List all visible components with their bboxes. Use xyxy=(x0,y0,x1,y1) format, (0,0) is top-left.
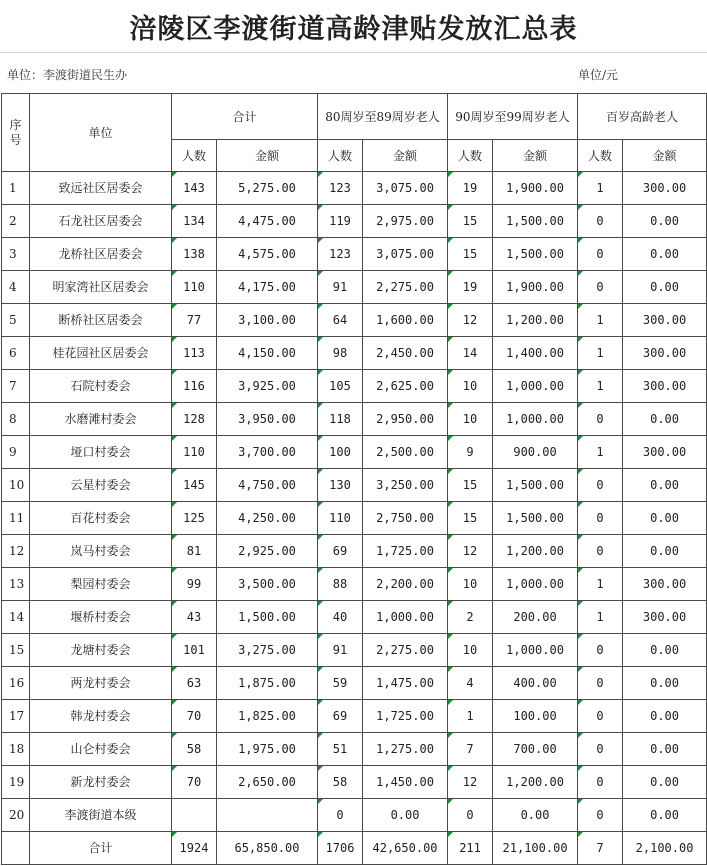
total-count-cell: 110 xyxy=(172,436,217,469)
count-90-cell: 7 xyxy=(448,733,493,766)
total-count-cell: 70 xyxy=(172,700,217,733)
header-80-89: 80周岁至89周岁老人 xyxy=(318,94,448,140)
unit-name-cell: 岚马村委会 xyxy=(30,535,172,568)
total-count-cell: 138 xyxy=(172,238,217,271)
seq-cell: 8 xyxy=(2,403,30,436)
amount-90-cell: 1,200.00 xyxy=(493,766,578,799)
count-80-cell: 123 xyxy=(318,238,363,271)
total-count-cell: 58 xyxy=(172,733,217,766)
table-row xyxy=(2,634,707,667)
seq-cell: 3 xyxy=(2,238,30,271)
seq-cell: 5 xyxy=(2,304,30,337)
header-100: 百岁高龄老人 xyxy=(578,94,707,140)
count-100-cell: 1 xyxy=(578,304,623,337)
unit-line xyxy=(0,53,707,93)
total-row xyxy=(2,832,707,865)
count-90-cell: 15 xyxy=(448,502,493,535)
total-amount-cell: 3,500.00 xyxy=(217,568,318,601)
amount-100-cell: 300.00 xyxy=(623,568,707,601)
table-row xyxy=(2,667,707,700)
unit-name-cell: 致远社区居委会 xyxy=(30,172,172,205)
total-amount-cell: 1,825.00 xyxy=(217,700,318,733)
amount-80-cell: 2,450.00 xyxy=(363,337,448,370)
total-amount-cell: 2,650.00 xyxy=(217,766,318,799)
header-amount: 金额 xyxy=(363,140,448,172)
count-80-cell: 51 xyxy=(318,733,363,766)
page-title: 涪陵区李渡街道高龄津贴发放汇总表 xyxy=(0,0,707,53)
seq-cell: 17 xyxy=(2,700,30,733)
total-count-cell xyxy=(172,799,217,832)
total-count-cell: 134 xyxy=(172,205,217,238)
count-80-cell: 91 xyxy=(318,271,363,304)
count-100-cell: 1 xyxy=(578,337,623,370)
amount-80-cell: 2,500.00 xyxy=(363,436,448,469)
amount-100-cell: 0.00 xyxy=(623,403,707,436)
count-90-cell: 10 xyxy=(448,634,493,667)
count-100-cell: 0 xyxy=(578,799,623,832)
seq-cell: 19 xyxy=(2,766,30,799)
total-count-cell: 77 xyxy=(172,304,217,337)
total-amount-cell: 3,700.00 xyxy=(217,436,318,469)
amount-90-cell: 400.00 xyxy=(493,667,578,700)
amount-80-cell: 2,275.00 xyxy=(363,634,448,667)
table-row xyxy=(2,271,707,304)
amount-90-cell: 0.00 xyxy=(493,799,578,832)
count-100-cell: 1 xyxy=(578,370,623,403)
count-100-cell: 0 xyxy=(578,403,623,436)
total-amount-cell: 4,750.00 xyxy=(217,469,318,502)
seq-cell: 13 xyxy=(2,568,30,601)
count-90-cell: 1 xyxy=(448,700,493,733)
unit-name-cell: 山仑村委会 xyxy=(30,733,172,766)
count-90-cell: 2 xyxy=(448,601,493,634)
total-amount-cell: 1,875.00 xyxy=(217,667,318,700)
count-90-cell: 12 xyxy=(448,766,493,799)
unit-name-cell: 堰桥村委会 xyxy=(30,601,172,634)
total-amount-cell: 3,275.00 xyxy=(217,634,318,667)
count-90-cell: 10 xyxy=(448,568,493,601)
count-100-cell: 0 xyxy=(578,634,623,667)
total-90-count: 211 xyxy=(448,832,493,865)
total-count-cell: 81 xyxy=(172,535,217,568)
unit-name-cell: 韩龙村委会 xyxy=(30,700,172,733)
amount-80-cell: 2,750.00 xyxy=(363,502,448,535)
count-80-cell: 59 xyxy=(318,667,363,700)
amount-100-cell: 300.00 xyxy=(623,436,707,469)
table-row xyxy=(2,568,707,601)
amount-80-cell: 2,625.00 xyxy=(363,370,448,403)
seq-cell: 1 xyxy=(2,172,30,205)
total-amount-cell: 5,275.00 xyxy=(217,172,318,205)
table-row xyxy=(2,304,707,337)
seq-cell: 10 xyxy=(2,469,30,502)
total-count-cell: 143 xyxy=(172,172,217,205)
amount-100-cell: 0.00 xyxy=(623,799,707,832)
amount-80-cell: 1,475.00 xyxy=(363,667,448,700)
seq-cell: 14 xyxy=(2,601,30,634)
total-amount-cell xyxy=(217,799,318,832)
amount-90-cell: 100.00 xyxy=(493,700,578,733)
total-amount-cell: 1,500.00 xyxy=(217,601,318,634)
count-90-cell: 15 xyxy=(448,469,493,502)
total-count-cell: 70 xyxy=(172,766,217,799)
unit-name-cell: 桂花园社区居委会 xyxy=(30,337,172,370)
unit-name-cell: 水磨滩村委会 xyxy=(30,403,172,436)
seq-cell: 20 xyxy=(2,799,30,832)
count-100-cell: 0 xyxy=(578,766,623,799)
table-body xyxy=(2,172,707,832)
amount-90-cell: 1,500.00 xyxy=(493,502,578,535)
header-unit: 单位 xyxy=(30,94,172,172)
amount-100-cell: 0.00 xyxy=(623,238,707,271)
table-row xyxy=(2,337,707,370)
amount-100-cell: 0.00 xyxy=(623,700,707,733)
table-row xyxy=(2,766,707,799)
count-80-cell: 98 xyxy=(318,337,363,370)
amount-90-cell: 1,200.00 xyxy=(493,535,578,568)
count-90-cell: 9 xyxy=(448,436,493,469)
amount-100-cell: 300.00 xyxy=(623,337,707,370)
amount-80-cell: 1,725.00 xyxy=(363,535,448,568)
seq-cell: 18 xyxy=(2,733,30,766)
total-count-cell: 145 xyxy=(172,469,217,502)
count-100-cell: 1 xyxy=(578,601,623,634)
amount-90-cell: 1,000.00 xyxy=(493,634,578,667)
total-amount-cell: 2,925.00 xyxy=(217,535,318,568)
count-80-cell: 58 xyxy=(318,766,363,799)
total-count-cell: 99 xyxy=(172,568,217,601)
count-80-cell: 69 xyxy=(318,535,363,568)
header-total: 合计 xyxy=(172,94,318,140)
amount-100-cell: 0.00 xyxy=(623,667,707,700)
total-count-cell: 116 xyxy=(172,370,217,403)
amount-100-cell: 0.00 xyxy=(623,271,707,304)
unit-name-cell: 龙桥社区居委会 xyxy=(30,238,172,271)
count-90-cell: 19 xyxy=(448,271,493,304)
total-100-count: 7 xyxy=(578,832,623,865)
total-count-cell: 43 xyxy=(172,601,217,634)
seq-cell: 4 xyxy=(2,271,30,304)
unit-name-cell: 梨园村委会 xyxy=(30,568,172,601)
header-count: 人数 xyxy=(578,140,623,172)
count-90-cell: 4 xyxy=(448,667,493,700)
total-90-amount: 21,100.00 xyxy=(493,832,578,865)
seq-cell: 9 xyxy=(2,436,30,469)
amount-100-cell: 0.00 xyxy=(623,205,707,238)
count-100-cell: 1 xyxy=(578,172,623,205)
amount-90-cell: 1,000.00 xyxy=(493,568,578,601)
amount-100-cell: 0.00 xyxy=(623,766,707,799)
count-80-cell: 64 xyxy=(318,304,363,337)
amount-100-cell: 300.00 xyxy=(623,172,707,205)
header-90-99: 90周岁至99周岁老人 xyxy=(448,94,578,140)
amount-80-cell: 2,275.00 xyxy=(363,271,448,304)
amount-80-cell: 1,600.00 xyxy=(363,304,448,337)
amount-100-cell: 300.00 xyxy=(623,601,707,634)
amount-80-cell: 1,275.00 xyxy=(363,733,448,766)
table-row xyxy=(2,403,707,436)
unit-name-cell: 石龙社区居委会 xyxy=(30,205,172,238)
count-100-cell: 0 xyxy=(578,700,623,733)
total-seq-cell xyxy=(2,832,30,865)
count-100-cell: 0 xyxy=(578,271,623,304)
amount-90-cell: 1,500.00 xyxy=(493,469,578,502)
unit-right-label: 单位/元 xyxy=(578,68,619,82)
amount-100-cell: 300.00 xyxy=(623,304,707,337)
count-90-cell: 10 xyxy=(448,403,493,436)
seq-cell: 12 xyxy=(2,535,30,568)
amount-100-cell: 0.00 xyxy=(623,502,707,535)
total-label: 合计 xyxy=(30,832,172,865)
table-row xyxy=(2,205,707,238)
count-80-cell: 100 xyxy=(318,436,363,469)
seq-cell: 15 xyxy=(2,634,30,667)
unit-name-cell: 断桥社区居委会 xyxy=(30,304,172,337)
table-row xyxy=(2,502,707,535)
total-count: 1924 xyxy=(172,832,217,865)
count-80-cell: 118 xyxy=(318,403,363,436)
count-100-cell: 0 xyxy=(578,733,623,766)
header-seq: 序号 xyxy=(2,94,30,172)
count-80-cell: 105 xyxy=(318,370,363,403)
amount-80-cell: 3,075.00 xyxy=(363,172,448,205)
amount-90-cell: 1,500.00 xyxy=(493,205,578,238)
count-80-cell: 91 xyxy=(318,634,363,667)
header-count: 人数 xyxy=(318,140,363,172)
amount-80-cell: 2,950.00 xyxy=(363,403,448,436)
count-80-cell: 130 xyxy=(318,469,363,502)
total-amount-cell: 4,475.00 xyxy=(217,205,318,238)
total-count-cell: 63 xyxy=(172,667,217,700)
total-amount-cell: 4,150.00 xyxy=(217,337,318,370)
amount-100-cell: 0.00 xyxy=(623,535,707,568)
seq-cell: 16 xyxy=(2,667,30,700)
amount-80-cell: 1,000.00 xyxy=(363,601,448,634)
count-80-cell: 123 xyxy=(318,172,363,205)
table-row xyxy=(2,370,707,403)
amount-90-cell: 1,400.00 xyxy=(493,337,578,370)
unit-name-cell: 李渡街道本级 xyxy=(30,799,172,832)
table-row xyxy=(2,601,707,634)
count-100-cell: 0 xyxy=(578,469,623,502)
total-100-amount: 2,100.00 xyxy=(623,832,707,865)
total-amount-cell: 4,250.00 xyxy=(217,502,318,535)
count-100-cell: 0 xyxy=(578,535,623,568)
count-90-cell: 15 xyxy=(448,238,493,271)
unit-name-cell: 云星村委会 xyxy=(30,469,172,502)
seq-cell: 11 xyxy=(2,502,30,535)
table-row xyxy=(2,700,707,733)
seq-cell: 7 xyxy=(2,370,30,403)
count-80-cell: 88 xyxy=(318,568,363,601)
total-amount-cell: 3,100.00 xyxy=(217,304,318,337)
unit-name-cell: 明家湾社区居委会 xyxy=(30,271,172,304)
total-amount-cell: 3,950.00 xyxy=(217,403,318,436)
amount-90-cell: 1,000.00 xyxy=(493,370,578,403)
count-90-cell: 0 xyxy=(448,799,493,832)
count-100-cell: 0 xyxy=(578,502,623,535)
count-80-cell: 119 xyxy=(318,205,363,238)
header-count: 人数 xyxy=(172,140,217,172)
amount-90-cell: 1,200.00 xyxy=(493,304,578,337)
amount-90-cell: 700.00 xyxy=(493,733,578,766)
header-count: 人数 xyxy=(448,140,493,172)
amount-100-cell: 0.00 xyxy=(623,469,707,502)
total-count-cell: 128 xyxy=(172,403,217,436)
header-amount: 金额 xyxy=(493,140,578,172)
amount-80-cell: 1,450.00 xyxy=(363,766,448,799)
count-100-cell: 0 xyxy=(578,667,623,700)
table-row xyxy=(2,535,707,568)
amount-100-cell: 0.00 xyxy=(623,634,707,667)
total-amount: 65,850.00 xyxy=(217,832,318,865)
count-90-cell: 15 xyxy=(448,205,493,238)
table-row xyxy=(2,799,707,832)
amount-80-cell: 2,975.00 xyxy=(363,205,448,238)
total-amount-cell: 1,975.00 xyxy=(217,733,318,766)
header-amount: 金额 xyxy=(217,140,318,172)
unit-name-cell: 百花村委会 xyxy=(30,502,172,535)
total-80-amount: 42,650.00 xyxy=(363,832,448,865)
total-80-count: 1706 xyxy=(318,832,363,865)
count-100-cell: 1 xyxy=(578,568,623,601)
amount-80-cell: 0.00 xyxy=(363,799,448,832)
amount-80-cell: 3,250.00 xyxy=(363,469,448,502)
amount-90-cell: 1,500.00 xyxy=(493,238,578,271)
count-80-cell: 110 xyxy=(318,502,363,535)
amount-90-cell: 900.00 xyxy=(493,436,578,469)
count-100-cell: 0 xyxy=(578,238,623,271)
seq-cell: 6 xyxy=(2,337,30,370)
table-row xyxy=(2,733,707,766)
amount-90-cell: 1,900.00 xyxy=(493,271,578,304)
count-100-cell: 0 xyxy=(578,205,623,238)
count-90-cell: 14 xyxy=(448,337,493,370)
count-80-cell: 0 xyxy=(318,799,363,832)
count-80-cell: 69 xyxy=(318,700,363,733)
amount-100-cell: 0.00 xyxy=(623,733,707,766)
amount-90-cell: 1,000.00 xyxy=(493,403,578,436)
table-row xyxy=(2,238,707,271)
seq-cell: 2 xyxy=(2,205,30,238)
table-row xyxy=(2,172,707,205)
total-amount-cell: 4,175.00 xyxy=(217,271,318,304)
unit-name-cell: 石院村委会 xyxy=(30,370,172,403)
unit-name-cell: 龙塘村委会 xyxy=(30,634,172,667)
amount-80-cell: 3,075.00 xyxy=(363,238,448,271)
unit-left-label: 单位：李渡街道民生办 xyxy=(7,68,128,82)
count-100-cell: 1 xyxy=(578,436,623,469)
total-count-cell: 101 xyxy=(172,634,217,667)
count-80-cell: 40 xyxy=(318,601,363,634)
count-90-cell: 12 xyxy=(448,304,493,337)
total-amount-cell: 4,575.00 xyxy=(217,238,318,271)
amount-90-cell: 1,900.00 xyxy=(493,172,578,205)
table-row xyxy=(2,436,707,469)
amount-80-cell: 2,200.00 xyxy=(363,568,448,601)
total-count-cell: 110 xyxy=(172,271,217,304)
total-count-cell: 113 xyxy=(172,337,217,370)
amount-90-cell: 200.00 xyxy=(493,601,578,634)
table-row xyxy=(2,469,707,502)
header-amount: 金额 xyxy=(623,140,707,172)
amount-100-cell: 300.00 xyxy=(623,370,707,403)
count-90-cell: 19 xyxy=(448,172,493,205)
total-amount-cell: 3,925.00 xyxy=(217,370,318,403)
unit-name-cell: 垭口村委会 xyxy=(30,436,172,469)
unit-name-cell: 两龙村委会 xyxy=(30,667,172,700)
allowance-table xyxy=(1,93,707,865)
unit-name-cell: 新龙村委会 xyxy=(30,766,172,799)
count-90-cell: 10 xyxy=(448,370,493,403)
total-count-cell: 125 xyxy=(172,502,217,535)
count-90-cell: 12 xyxy=(448,535,493,568)
amount-80-cell: 1,725.00 xyxy=(363,700,448,733)
